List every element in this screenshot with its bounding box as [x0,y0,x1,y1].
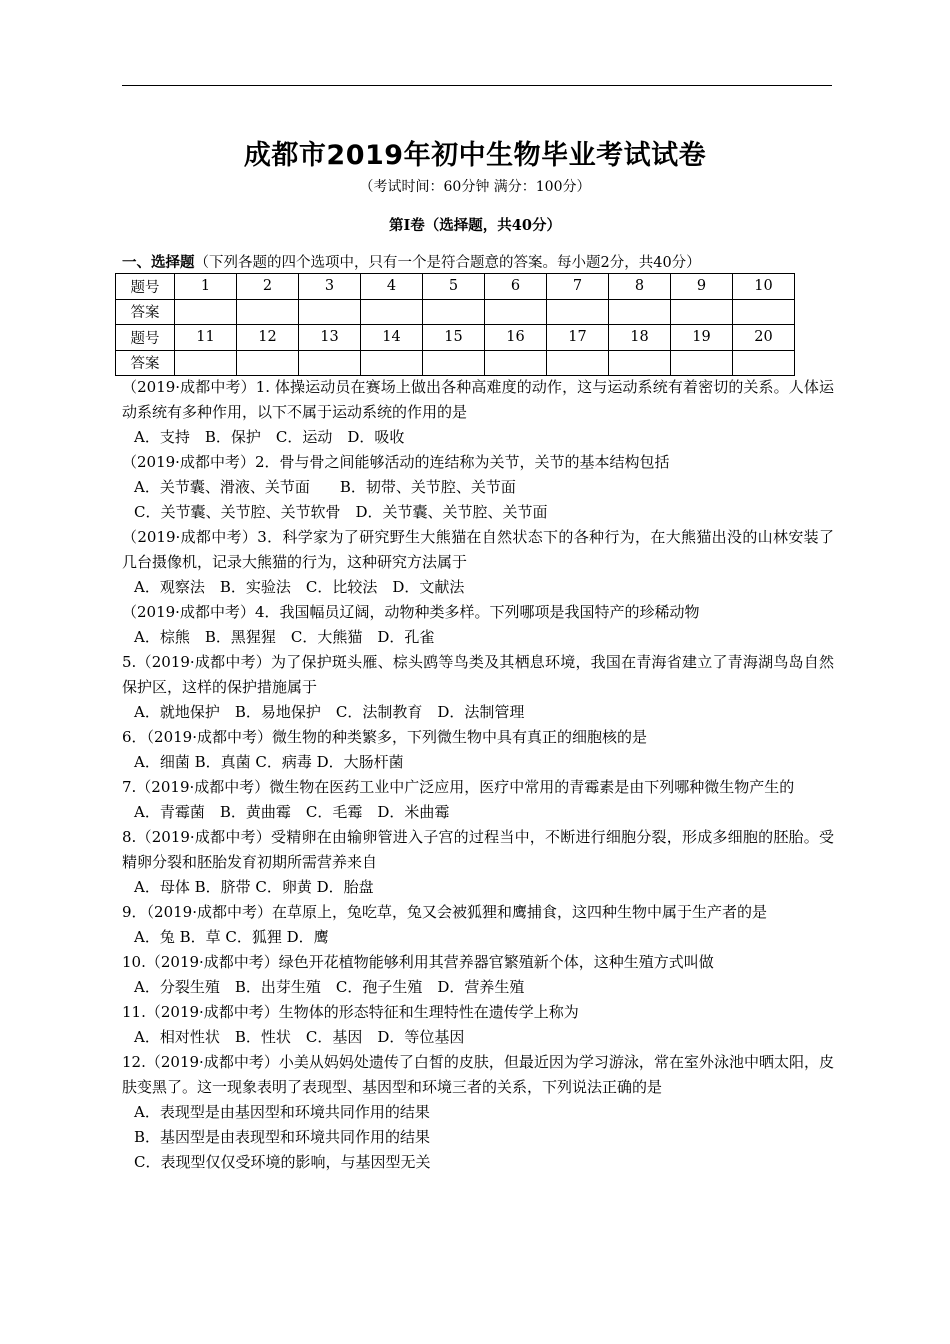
answer-cell[interactable] [733,299,795,325]
answer-cell[interactable] [175,350,237,376]
section-instructions: （下列各题的四个选项中，只有一个是符合题意的答案。每小题2分，共40分） [194,255,701,271]
header-rule [122,85,832,86]
answer-cell[interactable] [423,350,485,376]
answer-cell[interactable] [299,350,361,376]
question-options: C．表现型仅仅受环境的影响，与基因型无关 [134,1153,431,1171]
answer-cell[interactable] [361,350,423,376]
question-number: 11 [175,325,237,351]
question-stem: 12.（2019·成都中考）小美从妈妈处遗传了白皙的皮肤，但最近因为学习游泳，常在室外泳池中晒太阳，皮肤变黑了。这一现象表明了表现型、基因型和环境三者的关系，下列说法正确的是 [122,1053,834,1096]
question-number: 3 [299,274,361,300]
question-number: 12 [237,325,299,351]
question-number: 10 [733,274,795,300]
row-label: 题号 [116,325,175,351]
answer-cell[interactable] [733,350,795,376]
answer-cell[interactable] [485,299,547,325]
question-options: A．关节囊、滑液、关节面 B．韧带、关节腔、关节面 [134,478,516,496]
answer-cell[interactable] [299,299,361,325]
answer-table-answer-row [116,299,795,325]
answer-table [115,273,795,376]
question-number: 14 [361,325,423,351]
question-number: 17 [547,325,609,351]
question-options: A．相对性状 B．性状 C．基因 D．等位基因 [134,1028,465,1046]
question-stem: 7.（2019·成都中考）微生物在医药工业中广泛应用，医疗中常用的青霉素是由下列哪种微生物产生的 [122,778,795,796]
question-number: 20 [733,325,795,351]
page-title: 成都市2019年初中生物毕业考试试卷 [243,140,707,171]
answer-table-answer-row [116,350,795,376]
row-label: 答案 [116,350,175,376]
question-number: 5 [423,274,485,300]
question-stem: 8.（2019·成都中考）受精卵在由输卵管进入子宫的过程当中，不断进行细胞分裂，形成多细胞的胚胎。受精卵分裂和胚胎发育初期所需营养来自 [122,828,834,871]
question-stem: 6．（2019·成都中考）微生物的种类繁多，下列微生物中具有真正的细胞核的是 [122,728,647,746]
exam-info: （考试时间：60分钟 满分：100分） [359,179,591,195]
row-label: 题号 [116,274,175,300]
answer-cell[interactable] [547,299,609,325]
section-label: 一、选择题 [122,254,195,271]
question-options: A．细菌 B．真菌 C．病毒 D．大肠杆菌 [134,753,404,771]
answer-table-number-row [116,274,795,300]
answer-cell[interactable] [671,350,733,376]
question-options: A．表现型是由基因型和环境共同作用的结果 [134,1103,430,1121]
question-number: 4 [361,274,423,300]
question-number: 2 [237,274,299,300]
answer-cell[interactable] [423,299,485,325]
question-number: 16 [485,325,547,351]
answer-cell[interactable] [361,299,423,325]
question-stem: （2019·成都中考）2．骨与骨之间能够活动的连结称为关节，关节的基本结构包括 [122,453,670,471]
question-options: A．观察法 B．实验法 C．比较法 D．文献法 [134,578,465,596]
question-options: A．母体 B．脐带 C．卵黄 D．胎盘 [134,878,374,896]
question-stem: 9．（2019·成都中考）在草原上，兔吃草，兔又会被狐狸和鹰捕食，这四种生物中属于生产者的是 [122,903,767,921]
question-number: 8 [609,274,671,300]
section-heading [122,251,701,272]
question-options: B．基因型是由表现型和环境共同作用的结果 [134,1128,431,1146]
question-stem: （2019·成都中考）1. 体操运动员在赛场上做出各种高难度的动作，这与运动系统有着密切的关系。人体运动系统有多种作用，以下不属于运动系统的作用的是 [122,378,834,421]
answer-cell[interactable] [671,299,733,325]
question-stem: 5.（2019·成都中考）为了保护斑头雁、棕头鸥等鸟类及其栖息环境，我国在青海省建立了青海湖鸟岛自然保护区，这样的保护措施属于 [122,653,834,696]
question-options: A．分裂生殖 B．出芽生殖 C．孢子生殖 D．营养生殖 [134,978,525,996]
question-number: 6 [485,274,547,300]
question-number: 9 [671,274,733,300]
question-options: A．就地保护 B．易地保护 C．法制教育 D．法制管理 [134,703,525,721]
part-title: 第Ⅰ卷（选择题，共40分） [389,217,561,234]
answer-cell[interactable] [237,299,299,325]
question-stem: （2019·成都中考）4．我国幅员辽阔，动物种类多样。下列哪项是我国特产的珍稀动物 [122,603,700,621]
question-options: A．兔 B．草 C．狐狸 D．鹰 [134,928,329,946]
answer-cell[interactable] [609,299,671,325]
question-stem: 10.（2019·成都中考）绿色开花植物能够利用其营养器官繁殖新个体，这种生殖方式叫做 [122,953,714,971]
answer-cell[interactable] [485,350,547,376]
answer-cell[interactable] [237,350,299,376]
question-options: A．棕熊 B．黑猩猩 C．大熊猫 D．孔雀 [134,628,435,646]
question-stem: （2019·成都中考）3．科学家为了研究野生大熊猫在自然状态下的各种行为，在大熊猫出没的山林安装了几台摄像机，记录大熊猫的行为，这种研究方法属于 [122,528,834,571]
answer-table-number-row [116,325,795,351]
question-options: A．青霉菌 B．黄曲霉 C．毛霉 D．米曲霉 [134,803,450,821]
row-label: 答案 [116,299,175,325]
answer-cell[interactable] [175,299,237,325]
answer-cell[interactable] [609,350,671,376]
question-list [122,375,834,1175]
question-stem: 11.（2019·成都中考）生物体的形态特征和生理特性在遗传学上称为 [122,1003,579,1021]
question-number: 13 [299,325,361,351]
question-number: 19 [671,325,733,351]
question-number: 18 [609,325,671,351]
question-number: 1 [175,274,237,300]
question-options: A．支持 B．保护 C．运动 D．吸收 [134,428,405,446]
question-options: C．关节囊、关节腔、关节软骨 D．关节囊、关节腔、关节面 [134,503,548,521]
question-number: 15 [423,325,485,351]
question-number: 7 [547,274,609,300]
answer-cell[interactable] [547,350,609,376]
